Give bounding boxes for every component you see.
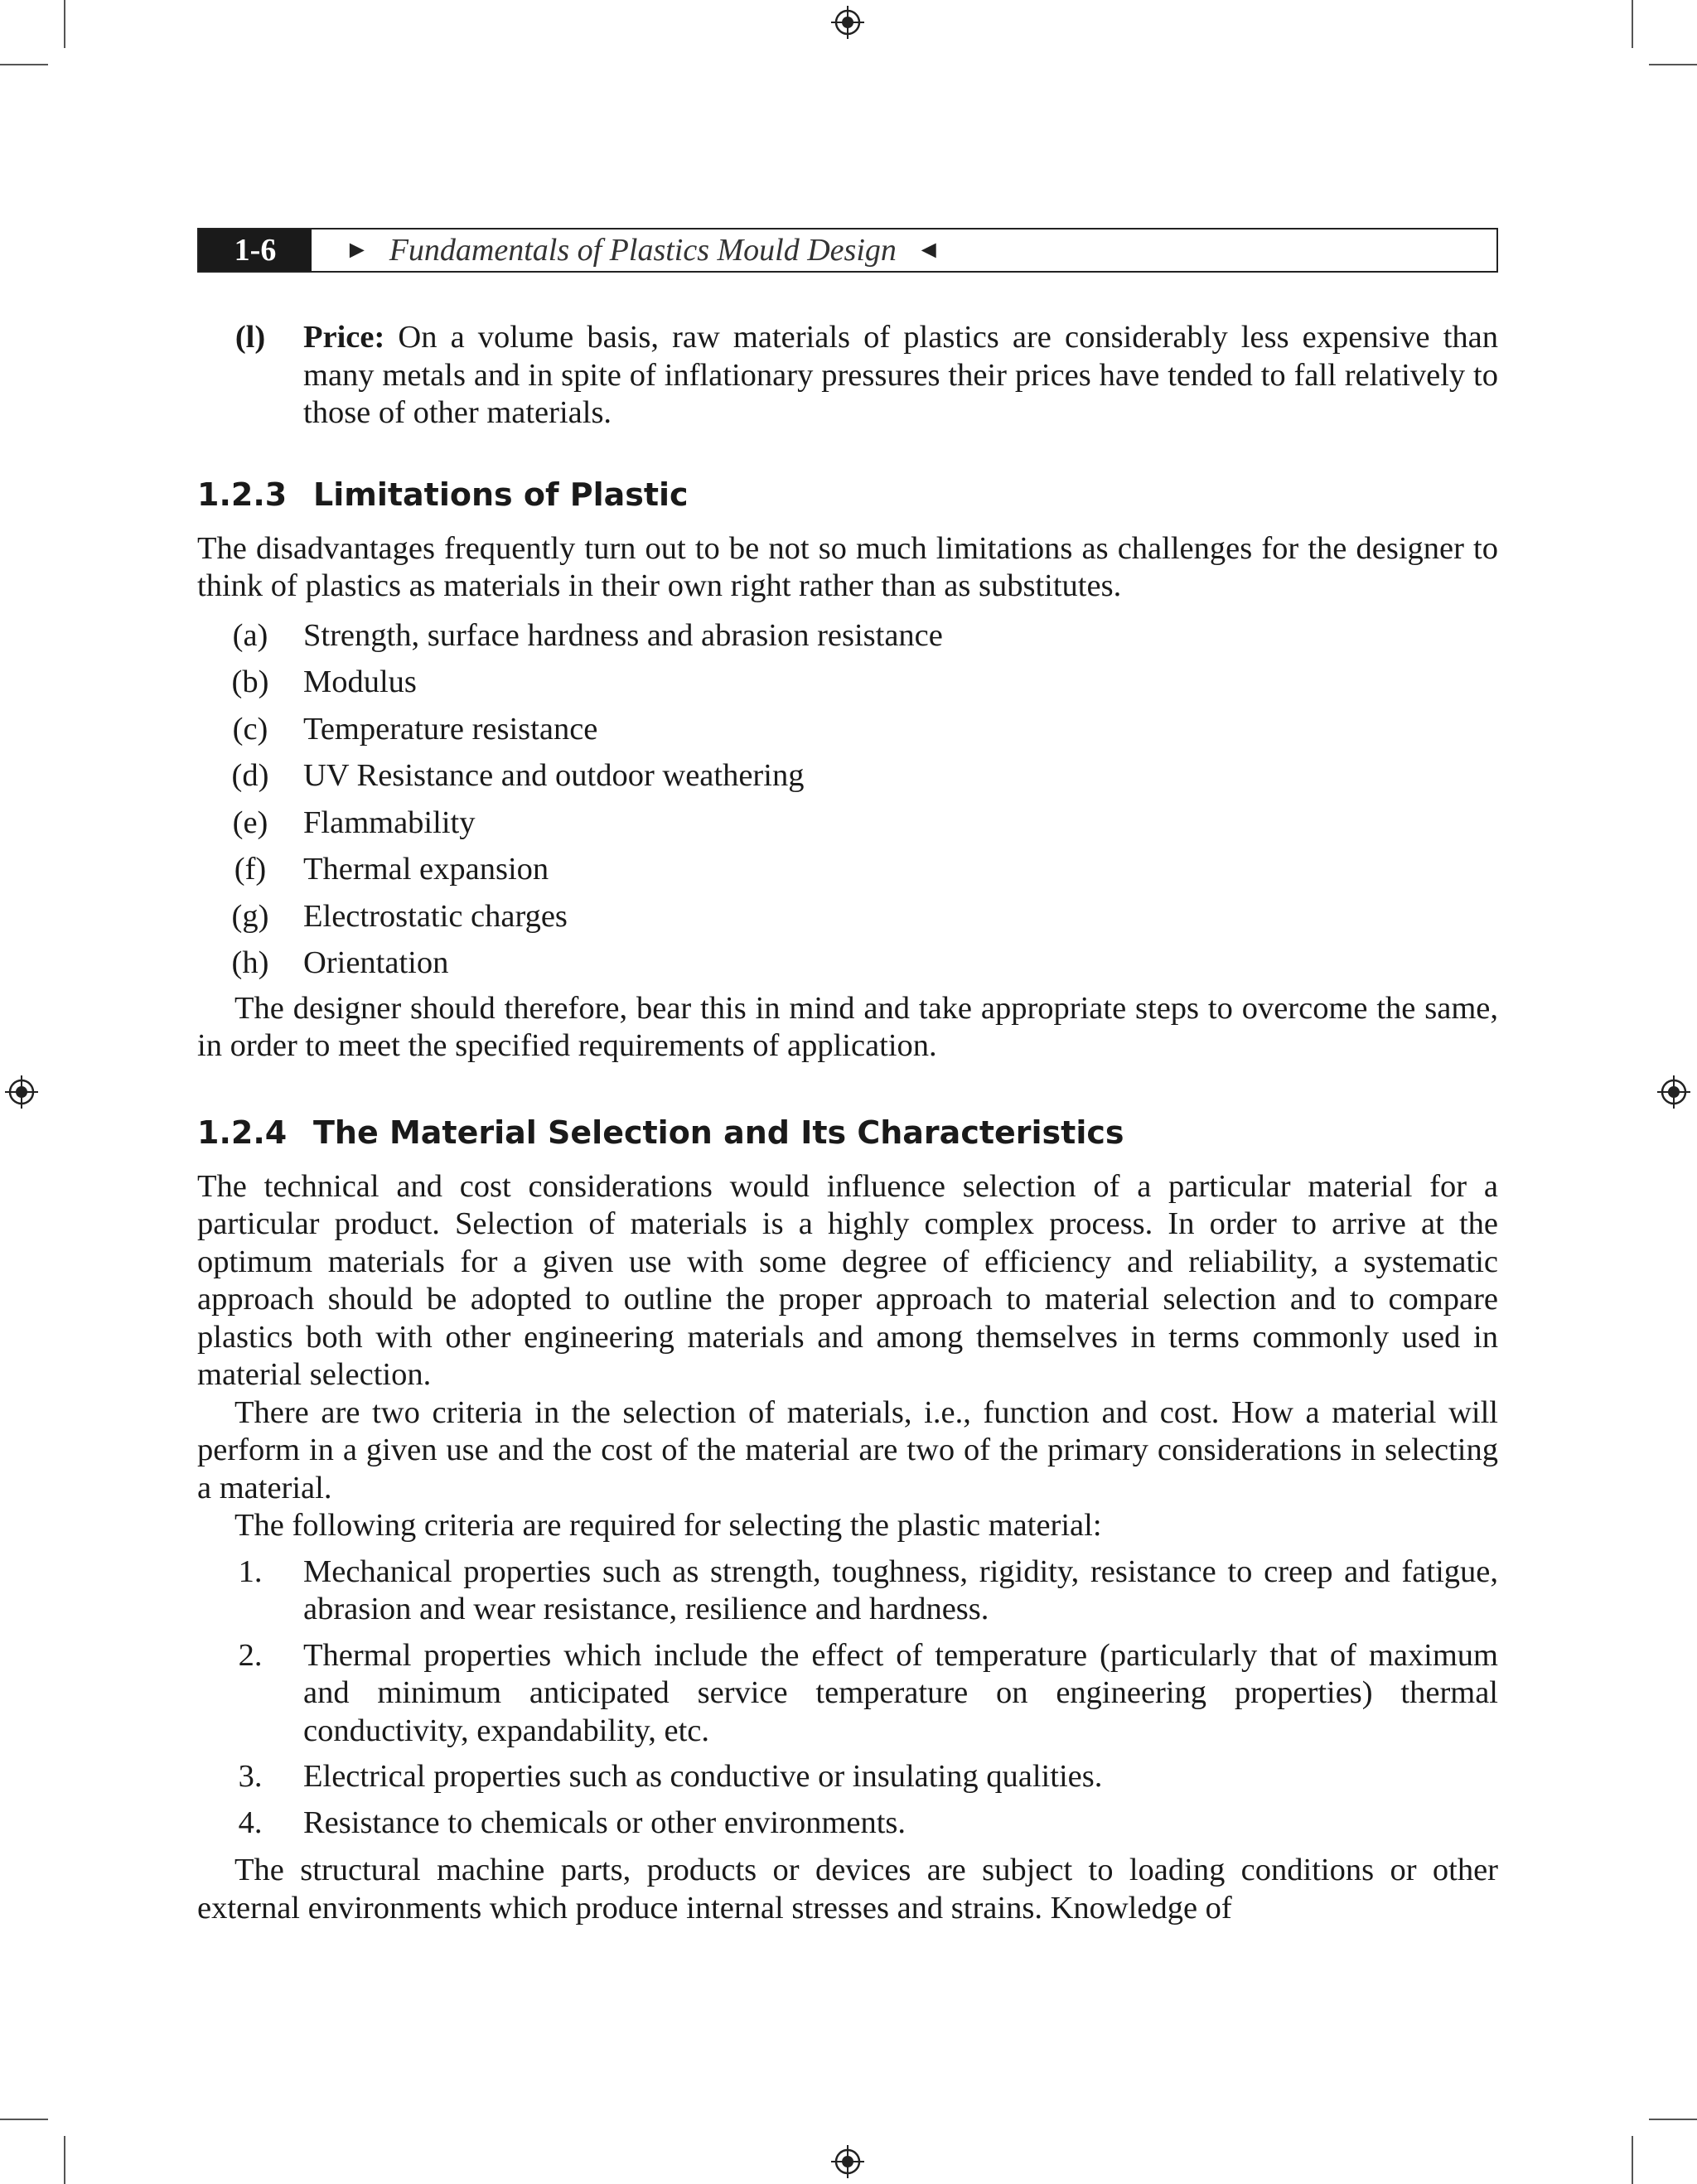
list-item: (b) Modulus — [231, 664, 417, 699]
list-item: (a) Strength, surface hardness and abrasion resistance — [232, 617, 943, 653]
list-item: (c) Temperature resistance — [232, 711, 598, 747]
list-item: 1. Mechanical properties such as strength, toughness, rigidity, resistance to creep and fatigue, abrasion and wear resistance, resilience and hardness. — [238, 1553, 1498, 1626]
page-content — [197, 319, 1498, 1927]
crop-mark — [0, 2119, 48, 2120]
running-header — [197, 228, 1498, 273]
page-number: 1-6 — [199, 230, 312, 271]
paragraph: The designer should therefore, bear this in mind and take appropriate steps to overcome the same, in order to meet the specified requirements of application. — [197, 990, 1498, 1063]
registration-mark-icon — [831, 6, 864, 39]
triangle-left-icon: ◄ — [916, 236, 941, 263]
crop-mark — [1649, 64, 1697, 65]
section-heading-1-2-4 — [197, 1112, 1498, 1153]
crop-mark — [1649, 2119, 1697, 2120]
list-item: 3. Electrical properties such as conductive or insulating qualities. — [238, 1759, 1103, 1794]
crop-mark — [1632, 2136, 1633, 2184]
section-title: The Material Selection and Its Characteristics — [313, 1114, 1124, 1151]
running-title: Fundamentals of Plastics Mould Design — [389, 233, 897, 268]
crop-mark — [64, 0, 65, 48]
list-item-label: (l) — [234, 320, 266, 355]
list-item: (f) Thermal expansion — [234, 852, 549, 887]
list-item-text: On a volume basis, raw materials of plastics are considerably less expensive than many metals and in spite of inflationary pressures their prices have tended to fall relatively to those of other materials. — [303, 320, 1498, 430]
section-number: 1.2.4 — [197, 1114, 288, 1151]
list-item: 2. Thermal properties which include the effect of temperature (particularly that of maximum and minimum anticipated service temperature on engineering properties) thermal conductivity, expandability, etc. — [238, 1637, 1498, 1748]
registration-mark-icon — [5, 1075, 38, 1109]
crop-mark — [0, 64, 48, 65]
running-title-group — [312, 232, 941, 268]
registration-mark-icon — [831, 2145, 864, 2178]
limitations-list — [197, 612, 1498, 987]
paragraph: The disadvantages frequently turn out to be not so much limitations as challenges for the designer to think of plastics as materials in their own right rather than as substitutes. — [197, 530, 1498, 603]
term-price: Price: — [303, 320, 385, 355]
registration-mark-icon — [1657, 1075, 1690, 1109]
crop-mark — [1632, 0, 1633, 48]
list-item: (d) UV Resistance and outdoor weathering — [231, 758, 805, 793]
paragraph: There are two criteria in the selection of materials, i.e., function and cost. How a material will perform in a given use and the cost of the material are two of the primary considerations in selecting a material. — [197, 1394, 1498, 1505]
paragraph: The structural machine parts, products or devices are subject to loading conditions or other external environments which produce internal stresses and strains. Knowledge of — [197, 1853, 1498, 1925]
section-heading-1-2-3 — [197, 474, 1498, 515]
list-item: 4. Resistance to chemicals or other environments. — [238, 1805, 907, 1840]
triangle-right-icon: ► — [345, 236, 370, 263]
section-title: Limitations of Plastic — [313, 476, 689, 513]
paragraph: The following criteria are required for selecting the plastic material: — [234, 1508, 1102, 1543]
paragraph: The technical and cost considerations would influence selection of a particular material for a particular product. Selection of materials is a highly complex process. In order to arrive at the optimum materials for a given use with some degree of efficiency and reliability, a systematic approach should be adopted to outline the proper approach to material selection and to compare plastics both with other engineering materials and among themselves in terms commonly used in material selection. — [197, 1168, 1498, 1392]
list-item: (e) Flammability — [232, 805, 476, 840]
list-item: (h) Orientation — [231, 945, 449, 980]
list-item-price — [197, 319, 1498, 432]
criteria-list — [197, 1553, 1498, 1843]
section-number: 1.2.3 — [197, 476, 288, 513]
list-item: (g) Electrostatic charges — [231, 898, 568, 934]
crop-mark — [64, 2136, 65, 2184]
